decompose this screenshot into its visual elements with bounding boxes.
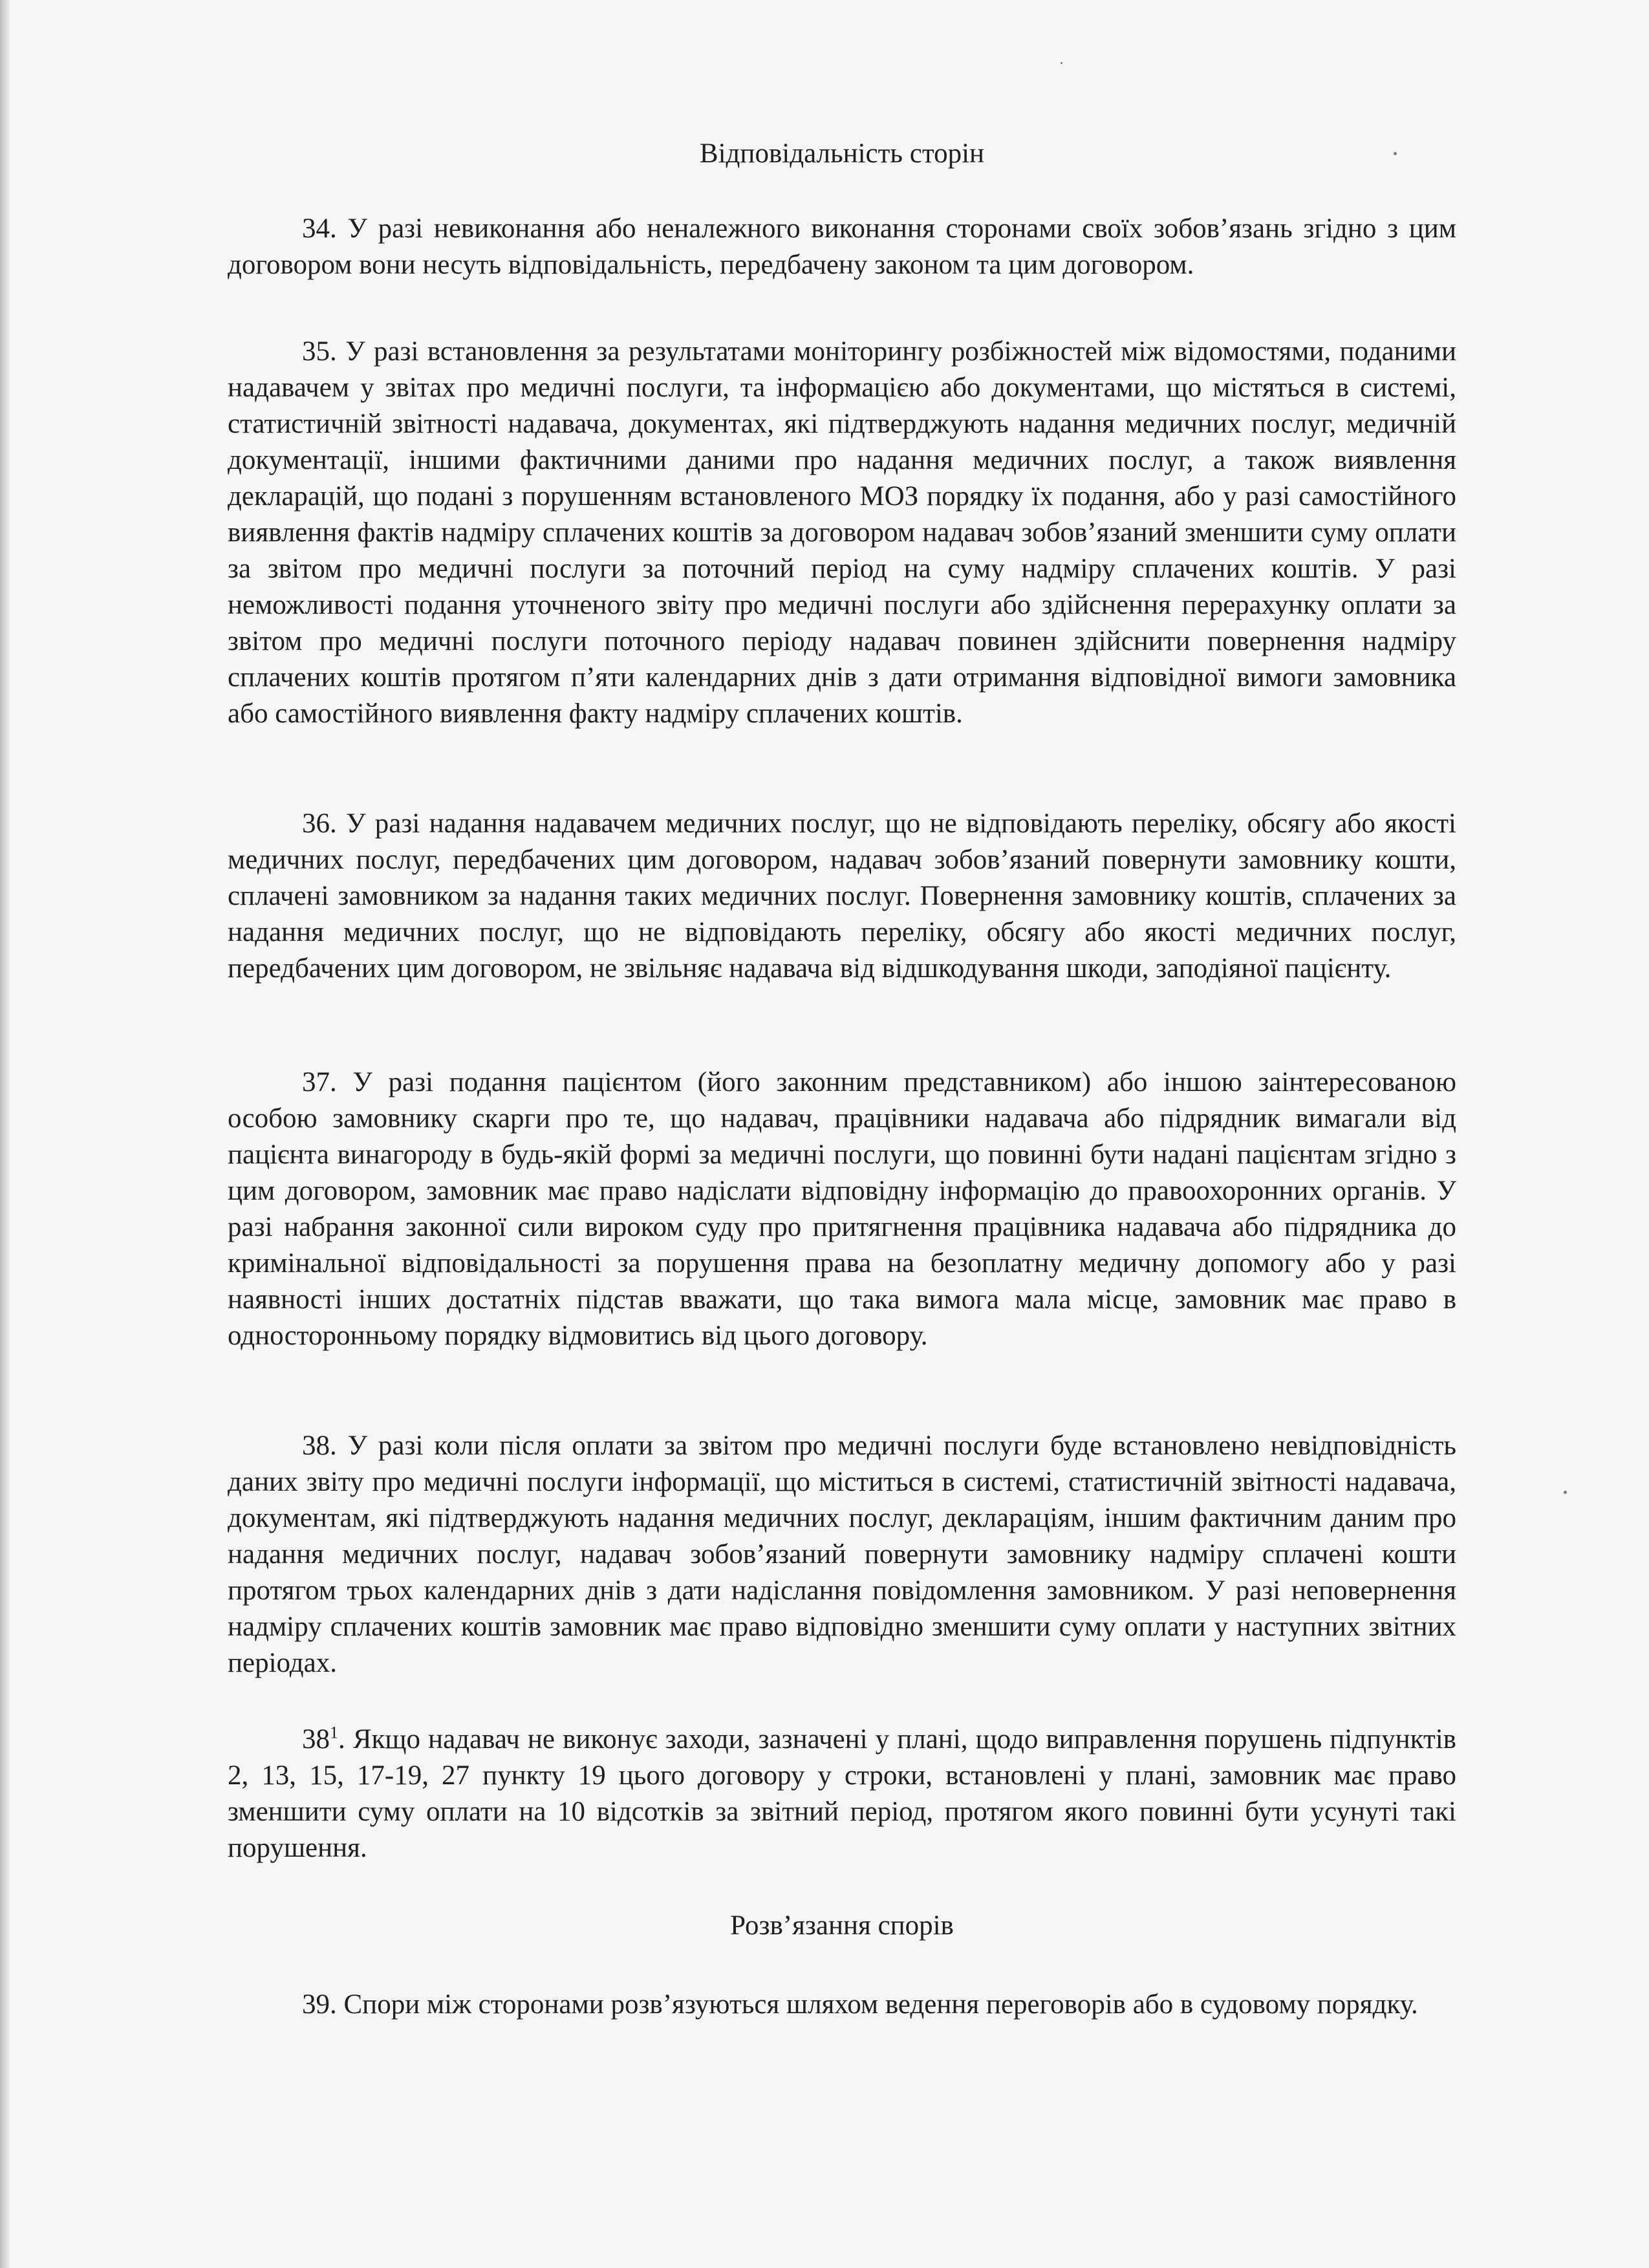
section-heading-disputes: Розв’язання спорів: [730, 1910, 954, 1941]
paragraph-38-1-text: . Якщо надавач не виконує заходи, зазначені у плані, щодо виправлення порушень підпунктів 2, 13, 15, 17-19, 27 пункту 19 цього договору у строки, встановлені у плані, замовник має право зменшити суму оплати на 10 відсотків за звітний період, протягом якого повинні бути усунуті такі порушення.: [228, 1724, 1456, 1863]
section-heading-responsibility: Відповідальність сторін: [699, 138, 985, 169]
scan-edge-shadow: [0, 0, 9, 2268]
paragraph-38-1-superscript: 1: [330, 1723, 338, 1742]
scan-speck: [1061, 62, 1062, 64]
paragraph-39: 39. Спори між сторонами розв’язуються шляхом ведення переговорів або в судовому порядку.: [302, 1989, 1418, 2020]
paragraph-35: 35. У разі встановлення за результатами моніторингу розбіжностей між відомостями, поданими надавачем у звітах про медичні послуги, та інформацією або документами, що містяться в системі, статистичній звітності надавача, документах, які підтверджують надання медичних послуг, медичній документації, іншими фактичними даними про надання медичних послуг, а також виявлення декларацій, що подані з порушенням встановленого МОЗ порядку їх подання, або у разі самостійного виявлення фактів надміру сплачених коштів за договором надавач зобов’язаний зменшити суму оплати за звітом про медичні послуги за поточний період на суму надміру сплачених коштів. У разі неможливості подання уточненого звіту про медичні послуги або здійснення перерахунку оплати за звітом про медичні послуги поточного періоду надавач повинен здійснити повернення надміру сплачених коштів протягом п’яти календарних днів з дати отримання відповідної вимоги замовника або самостійного виявлення факту надміру сплачених коштів.: [228, 336, 1456, 729]
scan-speck: [1394, 152, 1397, 155]
paragraph-36: 36. У разі надання надавачем медичних послуг, що не відповідають переліку, обсягу або якості медичних послуг, передбачених цим договором, надавач зобов’язаний повернути замовнику кошти, сплачені замовником за надання таких медичних послуг. Повернення замовнику коштів, сплачених за надання медичних послуг, що не відповідають переліку, обсягу або якості медичних послуг, передбачених цим договором, не звільняє надавача від відшкодування шкоди, заподіяної пацієнту.: [228, 808, 1456, 984]
scan-speck: [1564, 1491, 1567, 1494]
paragraph-38: 38. У разі коли після оплати за звітом про медичні послуги буде встановлено невідповідність даних звіту про медичні послуги інформації, що міститься в системі, статистичній звітності надавача, документам, які підтверджують надання медичних послуг, деклараціям, іншим фактичним даним про надання медичних послуг, надавач зобов’язаний повернути замовнику надміру сплачені кошти протягом трьох календарних днів з дати надіслання повідомлення замовником. У разі неповернення надміру сплачених коштів замовник має право відповідно зменшити суму оплати у наступних звітних періодах.: [228, 1431, 1456, 1678]
paragraph-38-1: [228, 1722, 1456, 1866]
paragraph-34: 34. У разі невиконання або неналежного виконання сторонами своїх зобов’язань згідно з цим договором вони несуть відповідальність, передбачену законом та цим договором.: [228, 213, 1456, 280]
paragraph-37: 37. У разі подання пацієнтом (його законним представником) або іншою заінтересованою особою замовнику скарги про те, що надавач, працівники надавача або підрядник вимагали від пацієнта винагороду в будь-якій формі за медичні послуги, що повинні бути надані пацієнтам згідно з цим договором, замовник має право надіслати відповідну інформацію до правоохоронних органів. У разі набрання законної сили вироком суду про притягнення працівника надавача або підрядника до кримінальної відповідальності за порушення права на безоплатну медичну допомогу або у разі наявності інших достатніх підстав вважати, що така вимога мала місце, замовник має право в односторонньому порядку відмовитись від цього договору.: [228, 1067, 1456, 1351]
paragraph-38-1-number: 38: [302, 1724, 330, 1755]
